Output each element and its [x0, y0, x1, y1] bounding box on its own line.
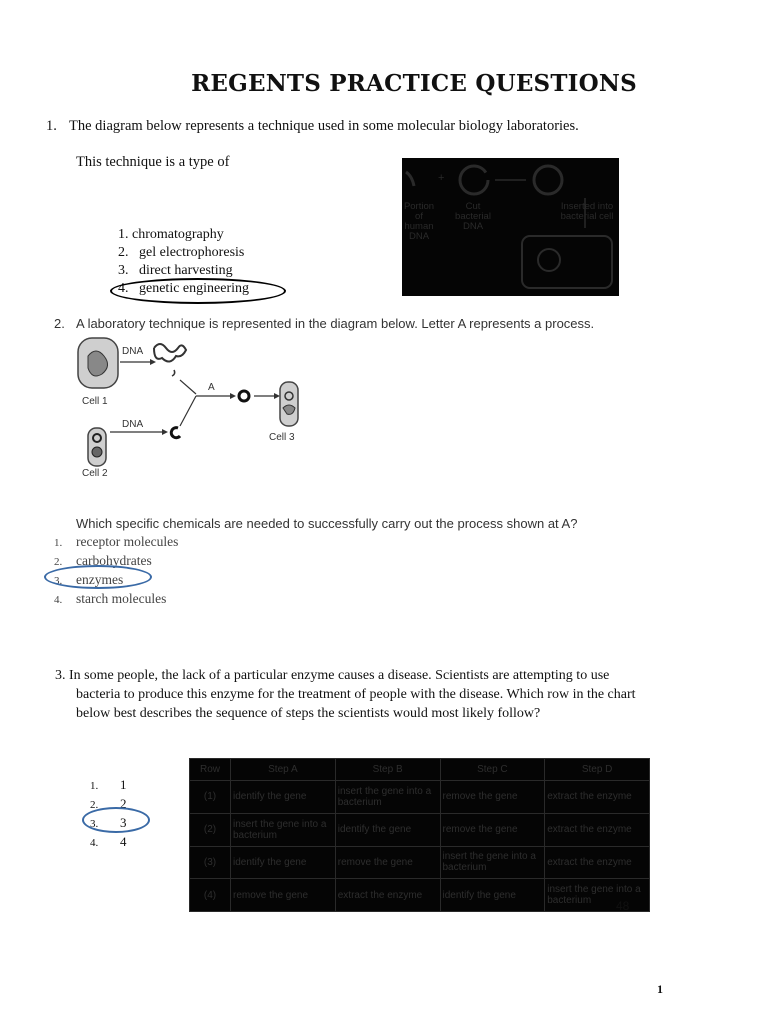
question-mark-label: 48	[616, 900, 630, 913]
q1-diagram	[402, 158, 619, 296]
steps-table	[189, 758, 650, 912]
table-cell: remove the gene	[231, 879, 336, 912]
q1-number: 1.	[46, 118, 57, 134]
table-header-row	[190, 759, 650, 781]
table-cell: (2)	[190, 813, 231, 846]
table-cell: remove the gene	[440, 813, 545, 846]
diagram-label: Cut bacterial DNA	[455, 201, 491, 232]
table-cell: extract the enzyme	[335, 879, 440, 912]
cut-plasmid-icon	[171, 428, 180, 438]
table-header-cell: Step A	[231, 759, 336, 781]
table-cell: extract the enzyme	[545, 781, 650, 814]
table-cell: extract the enzyme	[545, 846, 650, 879]
plus-sign: +	[438, 172, 445, 184]
plasmid-cut-icon	[460, 166, 488, 194]
table-cell: remove the gene	[440, 781, 545, 814]
plasmid-inside-icon	[538, 249, 560, 271]
q2-diagram	[74, 334, 314, 484]
list-item[interactable]: 3. 3	[90, 815, 127, 830]
list-item[interactable]: 4. genetic engineering	[118, 281, 250, 296]
list-item[interactable]: 2. gel electrophoresis	[118, 245, 245, 260]
table-row	[190, 879, 650, 912]
q3-text-line: bacteria to produce this enzyme for the treatment of people with the disease. Which row in the chart	[76, 687, 636, 702]
list-item[interactable]: 1. receptor molecules	[54, 534, 179, 549]
dna-label: DNA	[122, 419, 144, 430]
table-cell: insert the gene into a bacterium	[440, 846, 545, 879]
bacterial-cell-icon	[522, 236, 612, 288]
q3-text-line: below best describes the sequence of steps the scientists would most likely follow?	[76, 706, 541, 721]
q2-diagram-svg	[74, 334, 314, 484]
table-row	[190, 813, 650, 846]
table-cell: identify the gene	[231, 781, 336, 814]
list-item[interactable]: 3. direct harvesting	[118, 263, 233, 278]
answer-circle	[82, 807, 150, 833]
answer-circle	[44, 565, 152, 589]
cell-label: Cell 1	[82, 396, 108, 407]
table-row	[190, 846, 650, 879]
q2-text: A laboratory technique is represented in the diagram below. Letter A represents a process.	[76, 316, 595, 331]
table-cell: (4)	[190, 879, 231, 912]
table-cell: insert the gene into a bacterium	[231, 813, 336, 846]
answer-circle	[110, 278, 286, 304]
dna-fragments-icon	[154, 344, 186, 362]
table-header-cell: Step D	[545, 759, 650, 781]
table-cell: insert the gene into a bacterium	[545, 879, 650, 912]
q3-text-line: 3. In some people, the lack of a particular enzyme causes a disease. Scientists are attempting to use	[55, 668, 610, 683]
table-cell: (1)	[190, 781, 231, 814]
table-header-cell: Step C	[440, 759, 545, 781]
table-cell: (3)	[190, 846, 231, 879]
page-title: REGENTS PRACTICE QUESTIONS	[191, 70, 637, 97]
q2-number: 2.	[54, 316, 65, 331]
q1-prompt: This technique is a type of	[76, 154, 230, 170]
steps-table-grid	[189, 758, 650, 912]
dna-fragment-icon	[406, 172, 414, 186]
table-cell: extract the enzyme	[545, 813, 650, 846]
list-item[interactable]: 3. enzymes	[54, 572, 124, 587]
plasmid-icon	[534, 166, 562, 194]
q2-question: Which specific chemicals are needed to successfully carry out the process shown at A?	[76, 516, 578, 531]
list-item[interactable]: 1. 1	[90, 777, 127, 792]
list-item[interactable]: 4. starch molecules	[54, 591, 167, 606]
table-cell: identify the gene	[231, 846, 336, 879]
table-header-cell: Step B	[335, 759, 440, 781]
table-cell: insert the gene into a bacterium	[335, 781, 440, 814]
table-cell: remove the gene	[335, 846, 440, 879]
page-number: 1	[657, 982, 663, 996]
table-cell: identify the gene	[335, 813, 440, 846]
cell3-icon	[280, 382, 298, 426]
list-item[interactable]: 1. chromatography	[118, 227, 224, 242]
table-cell: identify the gene	[440, 879, 545, 912]
cell-label: Cell 2	[82, 468, 108, 479]
list-item[interactable]: 2. 2	[90, 796, 127, 811]
process-label: A	[208, 382, 215, 393]
q1-text: The diagram below represents a technique used in some molecular biology laboratories.	[69, 118, 579, 134]
table-header-cell: Row	[190, 759, 231, 781]
cell-label: Cell 3	[269, 432, 295, 443]
list-item[interactable]: 4. 4	[90, 834, 127, 849]
table-row	[190, 781, 650, 814]
list-item[interactable]: 2. carbohydrates	[54, 553, 152, 568]
recombinant-plasmid-icon	[239, 391, 249, 401]
dna-label: DNA	[122, 346, 144, 357]
diagram-label: Portion of human DNA	[403, 201, 435, 242]
diagram-label: Inserted into bacterial cell	[560, 201, 614, 222]
